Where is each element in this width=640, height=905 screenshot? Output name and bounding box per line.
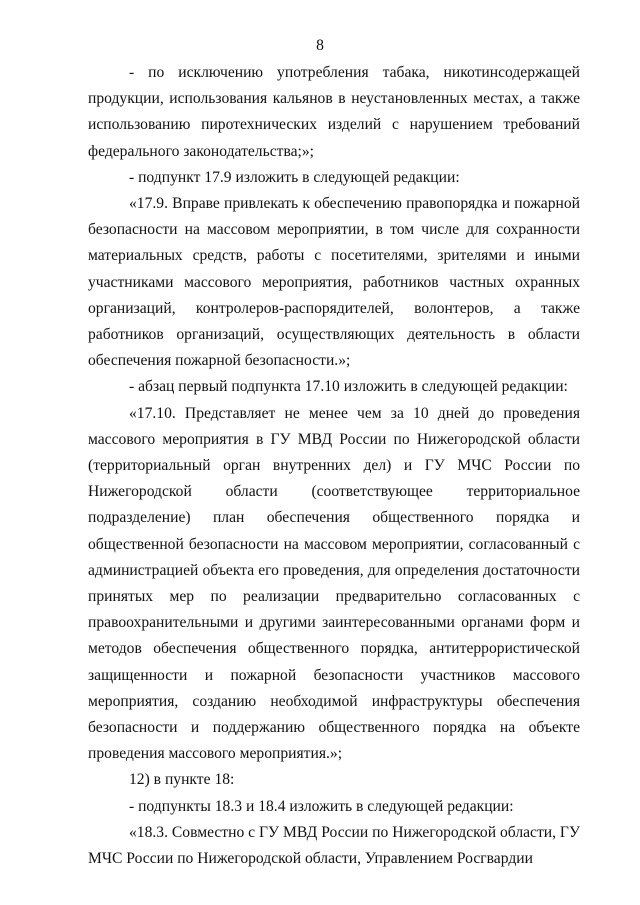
paragraph-point-18-intro: 12) в пункте 18: — [129, 771, 235, 789]
paragraph-subpoint-17-9-text: «17.9. Вправе привлекать к обеспечению правопорядка и пожарной безопасности на массовом мероприятии, в том числе для сохранности материальных средств, работы с посетителями, зрителями и иными участниками массового мероприятия, работников частных охранных организаций, контролеров-распорядителей, волонтеров, а также работников организаций, осуществляющих деятельность в области обеспечения пожарной безопасности.»; — [88, 195, 580, 370]
paragraph-subpoint-18-3-text: «18.3. Совместно с ГУ МВД России по Нижегородской области, ГУ МЧС России по Нижегородской области, Управлением Росгвардии — [88, 823, 580, 868]
page-number: 8 — [316, 37, 324, 54]
paragraph-subpoint-17-9-intro: - подпункт 17.9 изложить в следующей редакции: — [129, 168, 460, 186]
paragraph-subpoint-17-10-intro: - абзац первый подпункта 17.10 изложить в следующей редакции: — [129, 378, 568, 396]
paragraph-subpoint-17-10-text: «17.10. Представляет не менее чем за 10 дней до проведения массового мероприятия в ГУ МВД России по Нижегородской области (территориальный орган внутренних дел) и ГУ МЧС России по Нижегородской области (соответствующее территориальное подразделение) план обеспечения общественного порядка и общественной безопасности на массовом мероприятии, согласованный с администрацией объекта его проведения, для определения достаточности принятых мер по реализации предварительно согласованных с правоохранительными и другими заинтересованными органами форм и методов обеспечения общественного порядка, антитеррористической защищенности и пожарной безопасности участников массового мероприятия, созданию необходимой инфраструктуры обеспечения безопасности и поддержанию общественного порядка на объекте проведения массового мероприятия.»; — [88, 404, 580, 763]
paragraph-subpoints-18-3-18-4-intro: - подпункты 18.3 и 18.4 изложить в следующей редакции: — [129, 797, 514, 815]
paragraph-tobacco-clause: - по исключению употребления табака, никотинсодержащей продукции, использования кальянов в неустановленных местах, а также использованию пиротехнических изделий с нарушением требований федерального законодательства;»; — [88, 64, 580, 160]
document-body — [88, 60, 580, 872]
